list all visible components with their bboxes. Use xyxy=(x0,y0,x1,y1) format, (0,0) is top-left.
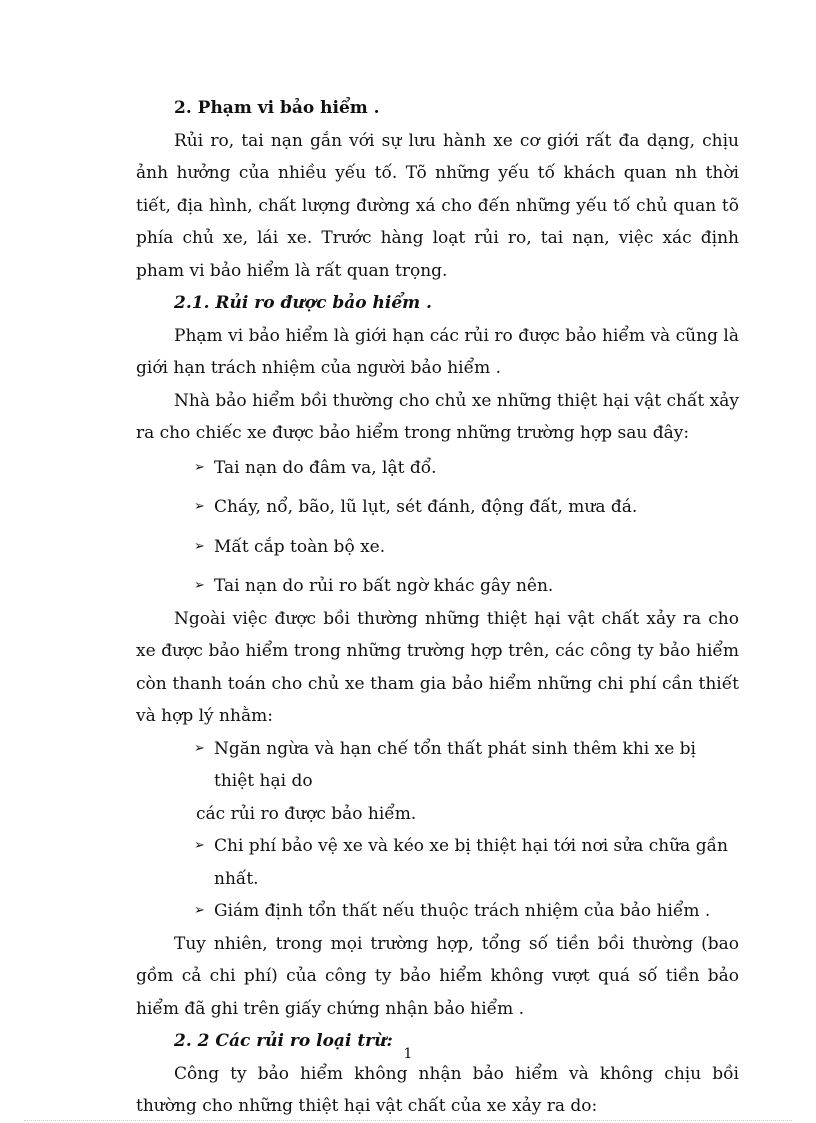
subsection-title: 2. 2 Các rủi ro loại trừ: xyxy=(174,1031,393,1051)
bullet-list xyxy=(136,733,739,928)
list-item xyxy=(136,830,739,895)
arrow-bullet-icon: ➢ xyxy=(194,903,205,918)
list-item xyxy=(136,452,739,485)
arrow-bullet-icon: ➢ xyxy=(194,740,205,756)
paragraph: Tuy nhiên, trong mọi trường hợp, tổng số tiền bồi thường (bao gồm cả chi phí) của công ty bảo hiểm không vượt quá số tiền bảo hiểm đã ghi trên giấy chứng nhận bảo hiểm . xyxy=(136,933,739,1019)
list-item xyxy=(136,531,739,564)
arrow-bullet-icon: ➢ xyxy=(194,578,205,593)
list-item-text: Tai nạn do đâm va, lật đổ. xyxy=(214,457,437,478)
list-item-text: Tai nạn do rủi ro bất ngờ khác gây nên. xyxy=(214,576,554,596)
bullet-list xyxy=(136,452,739,603)
list-item-text: Chi phí bảo vệ xe và kéo xe bị thiệt hại tới nơi sửa chữa gần nhất. xyxy=(214,836,728,889)
list-item-text: Mất cắp toàn bộ xe. xyxy=(214,536,386,557)
page-bottom-border xyxy=(24,1120,792,1121)
list-item-text: Giám định tổn thất nếu thuộc trách nhiệm của bảo hiểm . xyxy=(214,901,711,921)
paragraph: Rủi ro, tai nạn gắn với sự lưu hành xe cơ giới rất đa dạng, chịu ảnh hưởng của nhiều yếu tố. Tõ những yếu tố khách quan nh thời tiết, địa hình, chất lượng đường xá cho đến những yếu tố chủ quan tõ phía chủ xe, lái xe. Trước hàng loạt rủi ro, tai nạn, việc xác định pham vi bảo hiểm là rất quan trọng. xyxy=(136,130,739,281)
paragraph: Phạm vi bảo hiểm là giới hạn các rủi ro được bảo hiểm và cũng là giới hạn trách nhiệm của người bảo hiểm . xyxy=(136,325,739,378)
list-item-text: Cháy, nổ, bão, lũ lụt, sét đánh, động đất, mưa đá. xyxy=(214,497,638,517)
list-item xyxy=(136,733,739,831)
list-item xyxy=(136,570,739,603)
list-item-continuation: các rủi ro được bảo hiểm. xyxy=(196,803,417,824)
list-item xyxy=(136,491,739,524)
list-item xyxy=(136,895,739,928)
subsection-title: 2.1. Rủi ro được bảo hiểm . xyxy=(174,293,432,313)
paragraph: Nhà bảo hiểm bồi thường cho chủ xe những thiệt hại vật chất xảy ra cho chiếc xe được bảo hiểm trong những trường hợp sau đây: xyxy=(136,390,739,443)
arrow-bullet-icon: ➢ xyxy=(194,538,205,554)
paragraph: Ngoài việc được bồi thường những thiệt hại vật chất xảy ra cho xe được bảo hiểm trong những trường hợp trên, các công ty bảo hiểm còn thanh toán cho chủ xe tham gia bảo hiểm những chi phí cần thiết và hợp lý nhằm: xyxy=(136,608,739,726)
paragraph: Công ty bảo hiểm không nhận bảo hiểm và không chịu bồi thường cho những thiệt hại vật chất của xe xảy ra do: xyxy=(136,1063,739,1116)
page-content xyxy=(136,92,739,1123)
section-title: 2. Phạm vi bảo hiểm . xyxy=(174,98,380,118)
arrow-bullet-icon: ➢ xyxy=(194,499,205,514)
page-number: 1 xyxy=(403,1046,413,1062)
list-item-text: Ngăn ngừa và hạn chế tổn thất phát sinh thêm khi xe bị thiệt hại do xyxy=(214,738,696,791)
arrow-bullet-icon: ➢ xyxy=(194,459,205,475)
arrow-bullet-icon: ➢ xyxy=(194,838,205,853)
